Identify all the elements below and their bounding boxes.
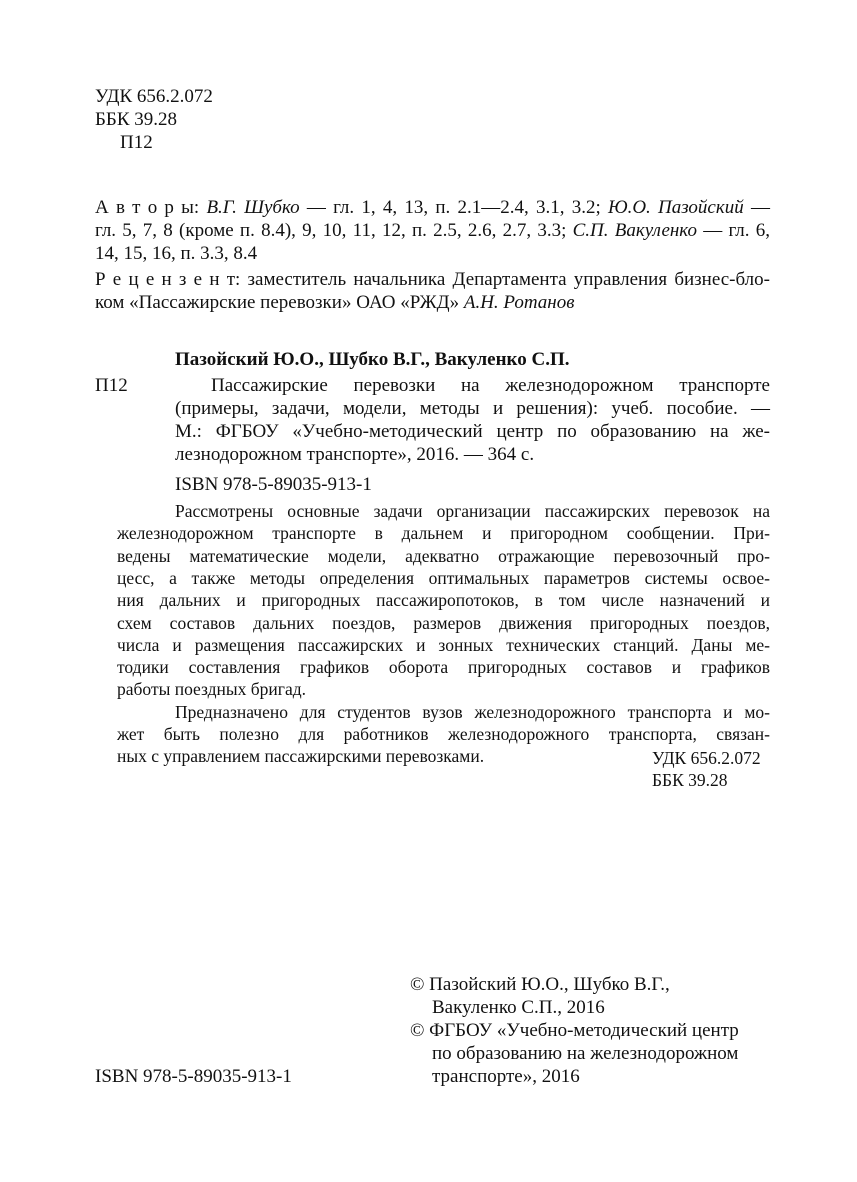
authors-line [95,197,770,219]
book-author-mark: П12 [95,375,128,396]
copyright-line: © ФГБОУ «Учебно-методический центр [410,1020,739,1041]
abstract-line: Предназначено для студентов вузов железнодорожного транспорта и мо- [175,701,770,722]
udk-classification: УДК 656.2.072 [652,748,761,768]
abstract-line: железнодорожном транспорте в дальнем и пригородном сообщении. При- [117,523,770,544]
abstract-line: ных с управлением пассажирскими перевозками. [117,746,485,767]
abstract-line: ведены математические модели, адекватно отражающие перевозочный про- [117,545,770,566]
abstract-line: схем составов дальних поездов, размеров движения пригородных поездов, [117,612,770,633]
bbk-classification: ББК 39.28 [652,770,728,790]
book-authors: Пазойский Ю.О., Шубко В.Г., Вакуленко С.П. [175,349,570,370]
authors-line [95,243,770,265]
abstract-line: жет быть полезно для работников железнодорожного транспорта, связан- [117,724,770,744]
reviewer-line [95,292,770,314]
abstract-line: числа и размещения пассажирских и зонных технических станций. Даны ме- [117,634,770,655]
copyright-line: по образованию на железнодорожном [432,1043,739,1064]
person-name: В.Г. Шубко [206,197,300,218]
text-segment: Р е ц е н з е н т: заместитель начальника Департамента управления бизнес-бло- [95,269,770,290]
author-mark: П12 [120,132,153,153]
description-line: лезнодорожном транспорте», 2016. — 364 с. [175,444,535,465]
abstract-line: работы поездных бригад. [117,679,307,700]
text-segment: 14, 15, 16, п. 3.3, 8.4 [95,243,258,264]
text-segment: — гл. 1, 4, 13, п. 2.1—2.4, 3.1, 3.2; [299,197,608,218]
copyright-line: транспорте», 2016 [432,1066,580,1087]
udk-code: УДК 656.2.072 [95,86,213,107]
abstract-line: ния дальних и пригородных пассажиропотоков, в том числе назначений и [117,590,770,611]
abstract-line: цесс, а также методы определения оптимальных параметров системы освое- [117,567,770,588]
person-name: А.Н. Ротанов [463,292,575,313]
abstract-line: тодики составления графиков оборота пригородных составов и графиков [117,657,770,678]
description-line: М.: ФГБОУ «Учебно-методический центр по образованию на же- [175,421,770,442]
copyright-line: Вакуленко С.П., 2016 [432,997,605,1018]
authors-line [95,220,770,242]
text-segment: — гл. 6, [696,220,771,241]
text-segment: ком «Пассажирские перевозки» ОАО «РЖД» [95,292,464,313]
footer-isbn: ISBN 978-5-89035-913-1 [95,1066,292,1087]
text-segment: А в т о р ы: [95,197,207,218]
text-segment: — [743,197,770,218]
description-line: Пассажирские перевозки на железнодорожном транспорте [211,375,770,396]
person-name: С.П. Вакуленко [572,220,697,241]
reviewer-line [95,269,770,291]
person-name: Ю.О. Пазойский [607,197,744,218]
description-line: (примеры, задачи, модели, методы и решения): учеб. пособие. — [175,398,770,419]
copyright-line: © Пазойский Ю.О., Шубко В.Г., [410,974,670,995]
abstract-line: Рассмотрены основные задачи организации пассажирских перевозок на [175,501,770,521]
text-segment: гл. 5, 7, 8 (кроме п. 8.4), 9, 10, 11, 12, п. 2.5, 2.6, 2.7, 3.3; [95,220,573,241]
bbk-code: ББК 39.28 [95,109,177,130]
book-isbn: ISBN 978-5-89035-913-1 [175,474,372,495]
